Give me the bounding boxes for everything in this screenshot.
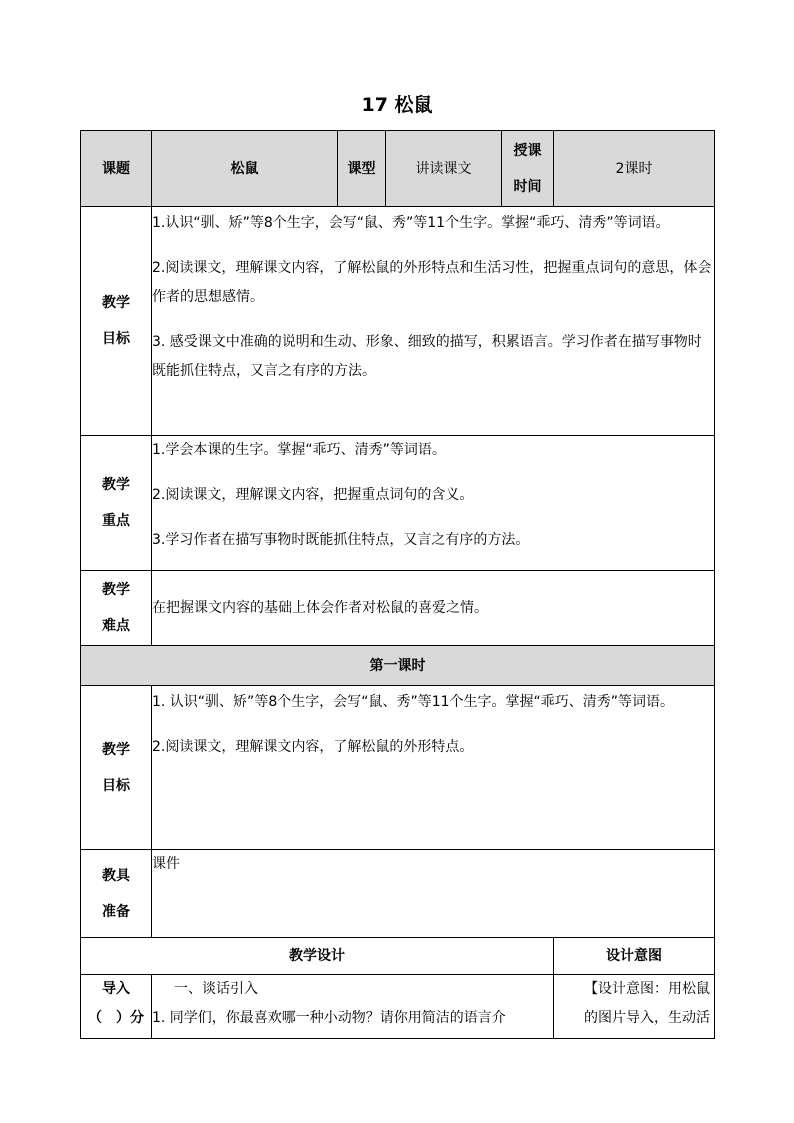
- topic-value: 松鼠: [152, 131, 338, 207]
- intro-section-title: 一、谈话引入: [174, 981, 258, 997]
- intro-intent: [554, 975, 715, 1039]
- lesson-one-objectives-label-line1: 教学: [102, 741, 130, 758]
- objectives-label: [81, 207, 152, 436]
- intro-row: [81, 975, 715, 1039]
- objectives-label-line1: 教学: [102, 295, 130, 311]
- lesson-plan-table: [80, 130, 715, 1039]
- key-points-content: [152, 436, 715, 571]
- lesson-one-objectives-content: [152, 686, 715, 850]
- intro-intent-text: 【设计意图：用松鼠的图片导入，生动活: [584, 981, 710, 1026]
- difficulties-text: 在把握课文内容的基础上体会作者对松鼠的喜爱之情。: [152, 599, 488, 616]
- tools-content: [152, 850, 715, 938]
- lesson-one-objective-item-2: 2.阅读课文，理解课文内容，了解松鼠的外形特点。: [152, 739, 474, 755]
- intro-step-1: 1. 同学们，你最喜欢哪一种小动物？请你用简洁的语言介: [152, 1010, 506, 1026]
- key-points-label-line2: 重点: [102, 513, 130, 529]
- tools-row: [81, 850, 715, 938]
- key-points-label: [81, 436, 152, 571]
- time-value: 2课时: [554, 131, 715, 207]
- objective-item-2: 2.阅读课文，理解课文内容，了解松鼠的外形特点和生活习性，把握重点词句的意思，体会作者的思想感情。: [152, 260, 712, 305]
- tools-label: [81, 850, 152, 938]
- type-value: 讲读课文: [386, 131, 502, 207]
- objectives-label-line2: 目标: [102, 331, 130, 347]
- lesson-one-heading: 第一课时: [81, 646, 715, 686]
- key-points-row: [81, 436, 715, 571]
- intro-minutes: （ ）分: [88, 1010, 144, 1026]
- tools-label-line2: 准备: [102, 903, 130, 920]
- intent-heading: 设计意图: [554, 938, 715, 975]
- lesson-one-heading-row: [81, 646, 715, 686]
- difficulties-label-line2: 难点: [102, 618, 130, 634]
- design-heading: 教学设计: [81, 938, 554, 975]
- time-label-line1: 授课: [513, 142, 542, 159]
- topic-label: 课题: [81, 131, 152, 207]
- time-label: [502, 131, 554, 207]
- difficulties-label: [81, 571, 152, 646]
- intro-content: [152, 975, 554, 1039]
- intro-label-cell: [81, 975, 152, 1039]
- difficulties-label-line1: 教学: [102, 582, 130, 598]
- lesson-one-objective-item-1: 1. 认识“驯、矫”等8个生字，会写“鼠、秀”等11个生字。掌握“乖巧、清秀”等词语。: [152, 694, 675, 710]
- time-label-line2: 时间: [513, 178, 542, 195]
- design-heading-row: [81, 938, 715, 975]
- objectives-row: [81, 207, 715, 436]
- objectives-content: [152, 207, 715, 436]
- key-point-item-1: 1.学会本课的生字。掌握“乖巧、清秀”等词语。: [152, 442, 446, 458]
- difficulties-row: [81, 571, 715, 646]
- lesson-one-objectives-label: [81, 686, 152, 850]
- header-row: [81, 131, 715, 207]
- lesson-one-objectives-row: [81, 686, 715, 850]
- key-points-label-line1: 教学: [102, 477, 130, 493]
- key-point-item-3: 3.学习作者在描写事物时既能抓住特点，又言之有序的方法。: [152, 532, 530, 548]
- intro-label: 导入: [102, 981, 130, 997]
- tools-text: 课件: [152, 856, 180, 872]
- tools-label-line1: 教具: [102, 867, 130, 884]
- objective-item-3: 3. 感受课文中准确的说明和生动、形象、细致的描写，积累语言。学习作者在描写事物时既能抓住特点，又言之有序的方法。: [152, 334, 702, 379]
- difficulties-content: [152, 571, 715, 646]
- key-point-item-2: 2.阅读课文，理解课文内容，把握重点词句的含义。: [152, 487, 474, 503]
- page-title: 17 松鼠: [361, 94, 433, 116]
- lesson-one-objectives-label-line2: 目标: [102, 777, 130, 794]
- type-label: 课型: [338, 131, 386, 207]
- objective-item-1: 1.认识“驯、矫”等8个生字，会写“鼠、秀”等11个生字。掌握“乖巧、清秀”等词语。: [152, 215, 670, 231]
